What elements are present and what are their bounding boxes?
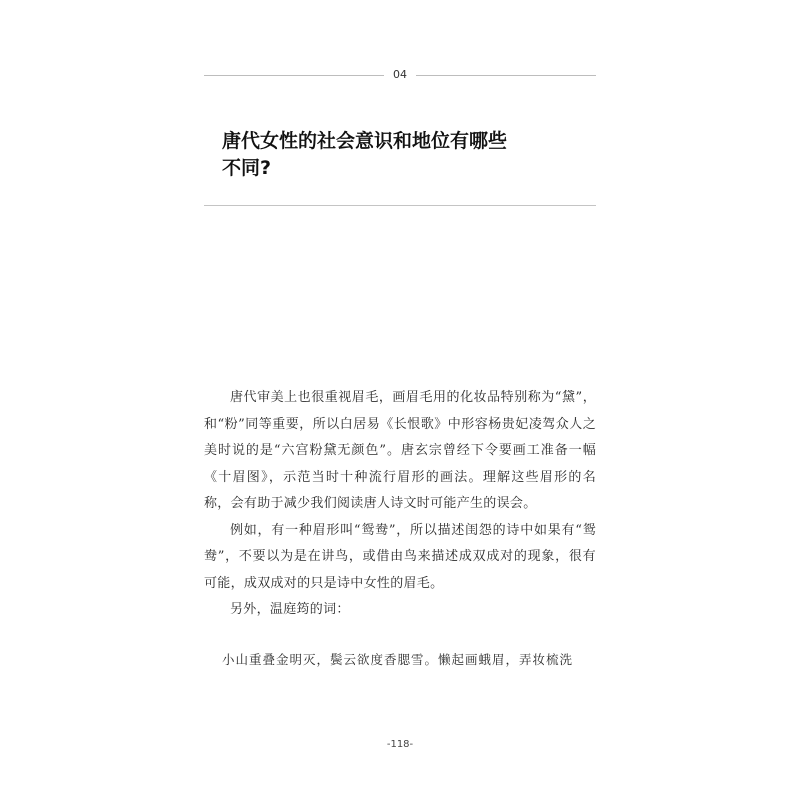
poem-quote: 小山重叠金明灭，鬓云欲度香腮雪。懒起画蛾眉，弄妆梳洗 bbox=[222, 652, 574, 667]
paragraph: 唐代审美上也很重视眉毛，画眉毛用的化妆品特别称为“黛”，和“粉”同等重要，所以白居易《长恨歌》中形容杨贵妃凌驾众人之美时说的是“六宫粉黛无颜色”。唐玄宗曾经下令要画工准备一幅《十眉图》，示范当时十种流行眉形的画法。理解这些眉形的名称，会有助于减少我们阅读唐人诗文时可能产生的误会。 bbox=[204, 390, 596, 511]
page-number: -118- bbox=[386, 739, 414, 750]
chapter-number: 04 bbox=[384, 67, 416, 83]
title-divider-line bbox=[204, 205, 596, 206]
body-text bbox=[204, 385, 596, 624]
section-title: 唐代女性的社会意识和地位有哪些不同? bbox=[222, 130, 508, 179]
paragraph: 例如，有一种眉形叫“鸳鸯”，所以描述闺怨的诗中如果有“鸳鸯”，不要以为是在讲鸟，或借由鸟来描述成双成对的现象，很有可能，成双成对的只是诗中女性的眉毛。 bbox=[204, 522, 596, 591]
paragraph: 另外，温庭筠的词： bbox=[230, 602, 350, 617]
